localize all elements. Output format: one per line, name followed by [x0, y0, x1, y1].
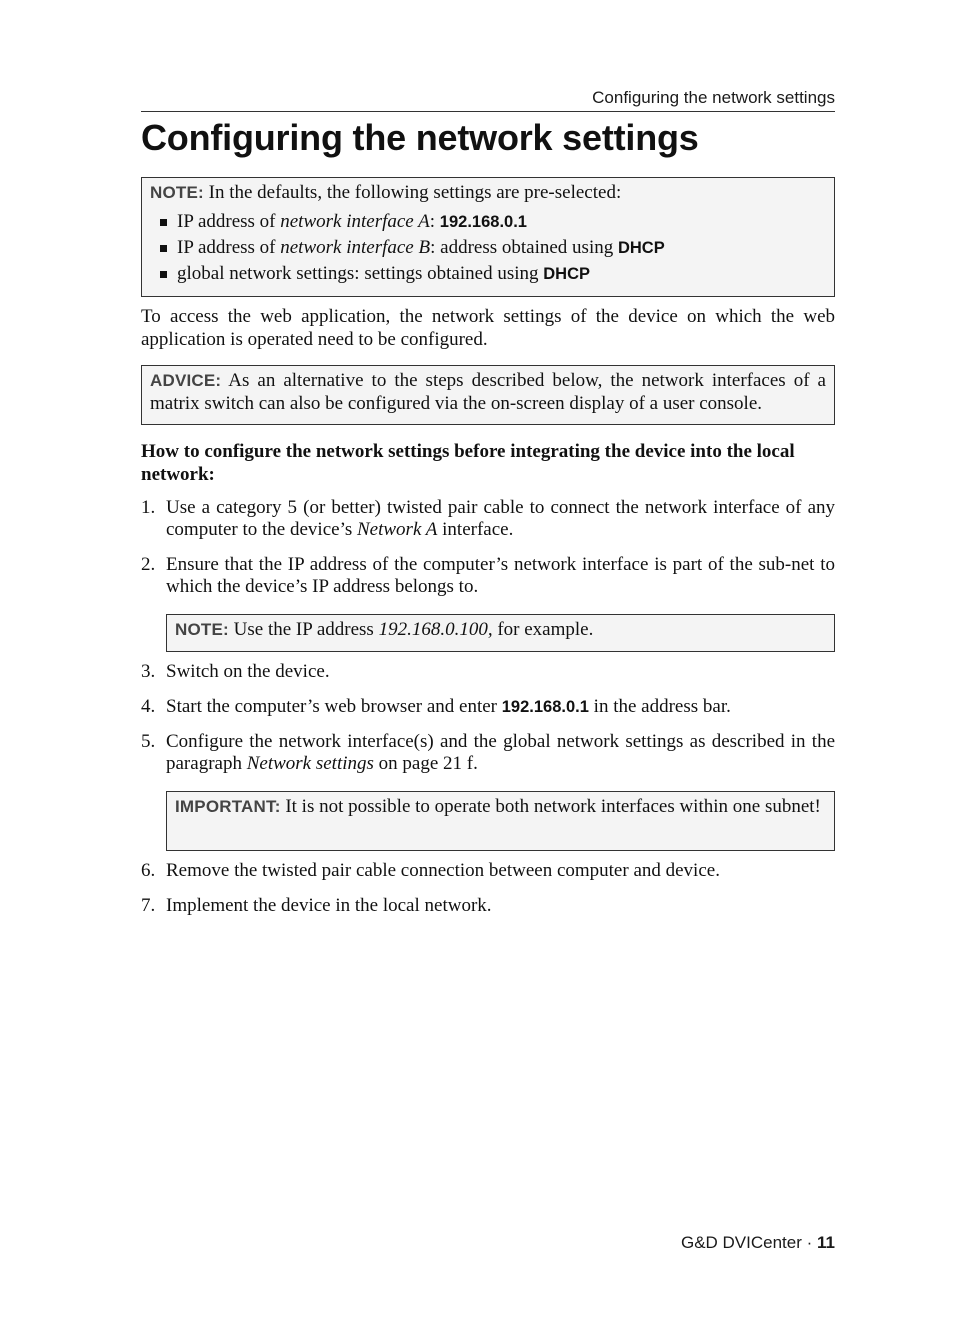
defaults-list	[150, 209, 826, 287]
howto-heading: How to configure the network settings before integrating the device into the local network:	[141, 441, 795, 485]
step-number: 4.	[141, 696, 156, 717]
intro-paragraph: To access the web application, the network settings of the device on which the web application is operated need to be configured.	[141, 306, 835, 350]
step-number: 5.	[141, 731, 156, 752]
page-number: 11	[817, 1233, 835, 1252]
advice-box	[141, 365, 835, 425]
step-item: 4. Start the computer’s web browser and enter 192.168.0.1 in the address bar.	[141, 696, 731, 717]
step-number: 6.	[141, 860, 156, 881]
bullet-square-icon	[160, 245, 167, 252]
important-box	[166, 791, 835, 851]
step-item	[141, 860, 835, 882]
note-label: NOTE:	[175, 620, 229, 639]
note-defaults-line	[150, 181, 826, 204]
note-defaults-box	[141, 177, 835, 297]
bullet-square-icon	[160, 271, 167, 278]
footer-product: G&D DVICenter ·	[680, 1233, 818, 1252]
step-item: 5. Configure the network interface(s) and the global network settings as described in the paragraph Network settings on page 21 f.	[141, 731, 835, 774]
step-number: 1.	[141, 497, 156, 518]
note-defaults-text: In the defaults, the following settings are pre-selected:	[203, 182, 622, 203]
step-number: 3.	[141, 661, 156, 682]
note-label: NOTE:	[150, 183, 204, 202]
advice-label: ADVICE:	[150, 371, 222, 390]
bullet-square-icon	[160, 219, 167, 226]
step-text: Implement the device in the local network.	[166, 895, 492, 916]
step-item	[141, 554, 835, 598]
step-number: 7.	[141, 895, 156, 916]
step-text: Switch on the device.	[166, 661, 330, 682]
page-title: Configuring the network settings	[141, 117, 699, 158]
step-text: Remove the twisted pair cable connection between computer and device.	[166, 860, 720, 881]
important-label: IMPORTANT:	[175, 797, 281, 816]
running-header: Configuring the network settings	[141, 88, 835, 112]
advice-text: As an alternative to the steps described below, the network interfaces of a matrix switch can also be configured via the on-screen display of a user console.	[150, 370, 826, 414]
step-text: Ensure that the IP address of the computer’s network interface is part of the sub-net to which the device’s IP address belongs to.	[166, 554, 835, 597]
step-item: 1. Use a category 5 (or better) twisted pair cable to connect the network interface of any computer to the device’s Network A interface.	[141, 497, 835, 540]
list-item: IP address of network interface B: address obtained using DHCP	[150, 235, 826, 261]
step-number: 2.	[141, 554, 156, 575]
step-item	[141, 895, 835, 917]
important-text: It is not possible to operate both network interfaces within one subnet!	[280, 796, 821, 817]
list-item: IP address of network interface A: 192.168.0.1	[150, 209, 826, 235]
step-item	[141, 661, 835, 683]
list-item: global network settings: settings obtained using DHCP	[150, 261, 826, 287]
note-ip-box: NOTE: Use the IP address 192.168.0.100, for example.	[166, 614, 835, 652]
page-footer	[141, 1233, 835, 1253]
